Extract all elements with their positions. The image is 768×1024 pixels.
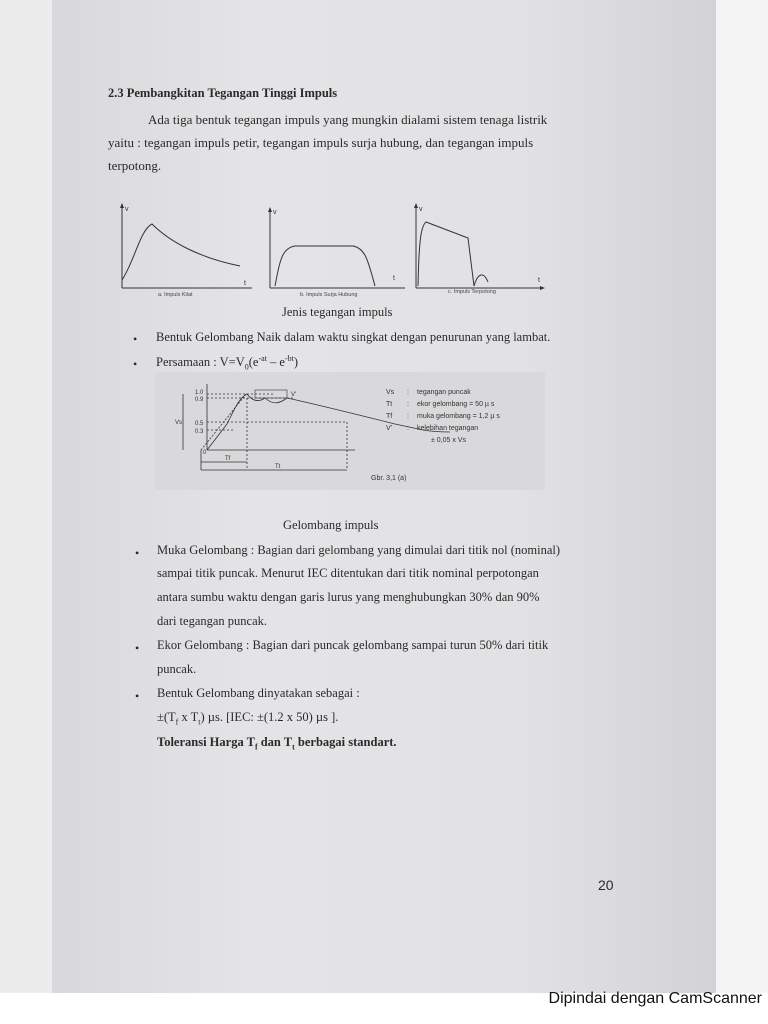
bullet-dot: • bbox=[133, 332, 138, 346]
legend-extra: ± 0,05 x Vs bbox=[431, 437, 466, 444]
axis-v-label-c: v bbox=[419, 206, 423, 213]
impulse-waveform-figure bbox=[155, 372, 545, 490]
legend-sym-3: V' bbox=[386, 425, 393, 432]
caption-lightning-impulse: a. Impuls Kilat bbox=[158, 292, 193, 298]
y-label-0: 0 bbox=[203, 450, 207, 456]
figure2-caption: Gelombang impuls bbox=[283, 518, 379, 532]
axis-v-label-a: v bbox=[125, 206, 129, 213]
legend-sym-2: Tf bbox=[386, 413, 393, 420]
chopped-impulse-curve bbox=[418, 222, 488, 286]
caption-switching-impulse: b. Impuls Surja Hubung bbox=[300, 292, 358, 298]
axis-t-label-c: t bbox=[538, 277, 540, 284]
y-label-0.5: 0.5 bbox=[195, 421, 204, 427]
legend-sep-2: : bbox=[407, 413, 409, 420]
figure1-caption: Jenis tegangan impuls bbox=[282, 305, 393, 319]
y-label-0.9: 0.9 bbox=[195, 397, 204, 403]
tf-label: Tf bbox=[225, 456, 231, 462]
ekor-line-2: puncak. bbox=[157, 662, 197, 676]
legend-sym-0: Vs bbox=[386, 389, 395, 396]
arrow-up-icon bbox=[414, 203, 418, 208]
arrow-up-icon bbox=[268, 207, 272, 212]
caption-chopped-impulse: c. Impuls Terpotong bbox=[448, 289, 496, 295]
scanner-watermark: Dipindai dengan CamScanner bbox=[548, 990, 762, 1007]
formula-line: $\pm(T_f$ x $T_t$) µs. [IEC: ±(1.2 x 50) µs ]. bbox=[157, 710, 339, 727]
bullet-dot: • bbox=[133, 357, 138, 371]
legend-desc-3: kelebihan tegangan bbox=[417, 425, 479, 432]
bullet-dot: • bbox=[135, 689, 140, 703]
legend-desc-1: ekor gelombang = 50 µ s bbox=[417, 401, 495, 408]
muka-line-1: Muka Gelombang : Bagian dari gelombang yang dimulai dari titik nol (nominal) bbox=[157, 543, 561, 557]
arrow-up-icon bbox=[120, 203, 124, 208]
impulse-types-figure bbox=[110, 200, 570, 308]
muka-line-2: sampai titik puncak. Menurut IEC ditentukan dari titik nominal perpotongan bbox=[157, 566, 539, 580]
intro-line-3: terpotong. bbox=[108, 158, 162, 173]
intro-line-1: Ada tiga bentuk tegangan impuls yang mungkin dialami sistem tenaga listrik bbox=[148, 112, 548, 127]
legend-sym-1: Tt bbox=[386, 401, 393, 408]
legend-sep-1: : bbox=[407, 401, 409, 408]
bentuk-line: Bentuk Gelombang dinyatakan sebagai : bbox=[157, 686, 360, 700]
figure-number: Gbr. 3,1 (a) bbox=[371, 475, 407, 482]
intro-paragraph bbox=[108, 108, 613, 177]
bullet-equation: Persamaan : $V=V_0(e^{-at} - e^{-bt})$ bbox=[156, 354, 299, 372]
bullet-dot: • bbox=[135, 641, 140, 655]
legend-sep-3: : bbox=[407, 425, 409, 432]
y-label-1.0: 1.0 bbox=[195, 390, 204, 396]
figure2-background bbox=[155, 372, 545, 490]
muka-line-4: dari tegangan puncak. bbox=[157, 614, 268, 628]
lightning-impulse-curve bbox=[122, 224, 240, 280]
vprime-label: V' bbox=[291, 392, 297, 398]
page-number: 20 bbox=[598, 877, 614, 893]
axis-t-label-a: t bbox=[244, 280, 246, 287]
axis-t-label-b: t bbox=[393, 275, 395, 282]
tt-label: Tt bbox=[275, 464, 281, 470]
muka-line-3: antara sumbu waktu dengan garis lurus yang menghubungkan 30% dan 90% bbox=[157, 590, 540, 604]
y-label-0.3: 0.3 bbox=[195, 429, 204, 435]
legend-sep-0: : bbox=[407, 389, 409, 396]
arrow-right-icon bbox=[540, 286, 545, 290]
ekor-line-1: Ekor Gelombang : Bagian dari puncak gelombang sampai turun 50% dari titik bbox=[157, 638, 549, 652]
background-left bbox=[0, 0, 52, 993]
intro-line-2: yaitu : tegangan impuls petir, tegangan impuls surja hubung, dan tegangan impuls bbox=[108, 135, 534, 150]
legend-desc-0: tegangan puncak bbox=[417, 389, 471, 396]
bullet-wave-shape: Bentuk Gelombang Naik dalam waktu singkat dengan penurunan yang lambat. bbox=[156, 330, 551, 344]
legend-desc-2: muka gelombang = 1,2 µ s bbox=[417, 413, 500, 420]
bullet-dot: • bbox=[135, 546, 140, 560]
vs-label: Vs bbox=[175, 420, 183, 426]
section-heading: 2.3 Pembangkitan Tegangan Tinggi Impuls bbox=[108, 86, 338, 100]
tolerance-line: Toleransi Harga $T_f$ dan $T_t$ berbagai standart. bbox=[157, 735, 397, 752]
axis-v-label-b: v bbox=[273, 209, 277, 216]
switching-impulse-curve bbox=[275, 246, 375, 286]
background-right bbox=[716, 0, 768, 993]
